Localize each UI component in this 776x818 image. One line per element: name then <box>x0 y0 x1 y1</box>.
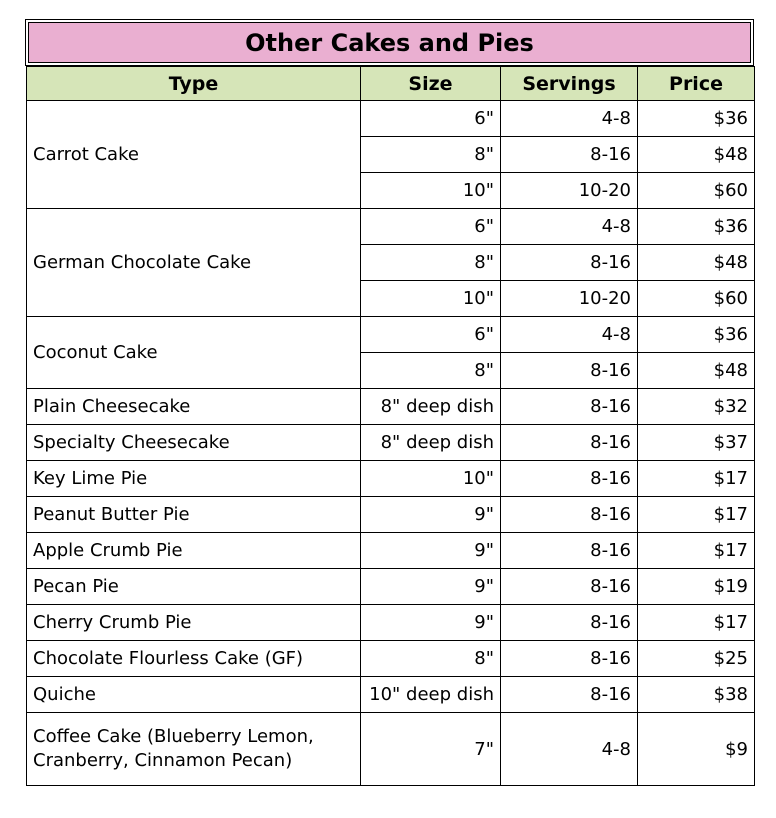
cell-servings: 8-16 <box>501 353 638 389</box>
table-row <box>27 713 755 786</box>
cell-price: $60 <box>638 281 755 317</box>
cell-price: $36 <box>638 101 755 137</box>
table-row <box>27 461 755 497</box>
header-row <box>27 67 755 101</box>
cell-size: 8" <box>361 353 501 389</box>
table-row <box>27 425 755 461</box>
cell-price: $19 <box>638 569 755 605</box>
cell-servings: 8-16 <box>501 389 638 425</box>
cell-size: 6" <box>361 317 501 353</box>
header-size: Size <box>361 67 501 101</box>
cell-price: $48 <box>638 137 755 173</box>
cell-size: 8" deep dish <box>361 425 501 461</box>
cell-price: $32 <box>638 389 755 425</box>
table-row <box>27 101 755 137</box>
cell-price: $60 <box>638 173 755 209</box>
table-row <box>27 533 755 569</box>
cell-size: 9" <box>361 497 501 533</box>
table-row <box>27 497 755 533</box>
header-type: Type <box>27 67 361 101</box>
cell-size: 6" <box>361 209 501 245</box>
cell-price: $37 <box>638 425 755 461</box>
cell-type: Quiche <box>27 677 361 713</box>
cell-size: 6" <box>361 101 501 137</box>
cell-price: $48 <box>638 353 755 389</box>
table-row <box>27 569 755 605</box>
cell-size: 8" <box>361 641 501 677</box>
cell-type: Apple Crumb Pie <box>27 533 361 569</box>
cell-servings: 10-20 <box>501 281 638 317</box>
cell-size: 8" <box>361 245 501 281</box>
table-body <box>27 101 755 786</box>
cell-price: $17 <box>638 605 755 641</box>
price-sheet <box>25 19 754 786</box>
header-servings: Servings <box>501 67 638 101</box>
table-row <box>27 209 755 245</box>
cell-price: $17 <box>638 461 755 497</box>
title-bar <box>25 19 754 66</box>
page-title: Other Cakes and Pies <box>28 22 751 63</box>
table-row <box>27 389 755 425</box>
cell-servings: 8-16 <box>501 677 638 713</box>
cell-type: Carrot Cake <box>27 101 361 209</box>
cell-size: 9" <box>361 569 501 605</box>
cell-type: German Chocolate Cake <box>27 209 361 317</box>
cell-servings: 8-16 <box>501 137 638 173</box>
cell-type: Cherry Crumb Pie <box>27 605 361 641</box>
cell-size: 10" <box>361 173 501 209</box>
cell-type: Chocolate Flourless Cake (GF) <box>27 641 361 677</box>
header-price: Price <box>638 67 755 101</box>
cell-type: Key Lime Pie <box>27 461 361 497</box>
cell-size: 8" <box>361 137 501 173</box>
cell-servings: 4-8 <box>501 209 638 245</box>
cell-servings: 8-16 <box>501 461 638 497</box>
cell-servings: 8-16 <box>501 605 638 641</box>
cell-servings: 8-16 <box>501 641 638 677</box>
cell-servings: 8-16 <box>501 533 638 569</box>
cell-servings: 8-16 <box>501 245 638 281</box>
cell-price: $36 <box>638 317 755 353</box>
cell-price: $17 <box>638 497 755 533</box>
cell-servings: 4-8 <box>501 317 638 353</box>
cell-price: $36 <box>638 209 755 245</box>
cell-price: $9 <box>638 713 755 786</box>
cell-price: $48 <box>638 245 755 281</box>
cell-type: Coffee Cake (Blueberry Lemon, Cranberry, Cinnamon Pecan) <box>27 713 361 786</box>
cell-type: Coconut Cake <box>27 317 361 389</box>
table-row <box>27 605 755 641</box>
cell-type: Specialty Cheesecake <box>27 425 361 461</box>
table-row <box>27 317 755 353</box>
cell-servings: 4-8 <box>501 713 638 786</box>
cell-servings: 4-8 <box>501 101 638 137</box>
table-row <box>27 641 755 677</box>
price-table <box>26 66 755 786</box>
cell-type: Pecan Pie <box>27 569 361 605</box>
cell-size: 8" deep dish <box>361 389 501 425</box>
cell-type: Peanut Butter Pie <box>27 497 361 533</box>
cell-size: 7" <box>361 713 501 786</box>
cell-size: 9" <box>361 533 501 569</box>
cell-servings: 10-20 <box>501 173 638 209</box>
cell-servings: 8-16 <box>501 425 638 461</box>
cell-servings: 8-16 <box>501 569 638 605</box>
cell-price: $17 <box>638 533 755 569</box>
cell-servings: 8-16 <box>501 497 638 533</box>
cell-size: 10" <box>361 461 501 497</box>
cell-type: Plain Cheesecake <box>27 389 361 425</box>
cell-price: $25 <box>638 641 755 677</box>
table-row <box>27 677 755 713</box>
cell-size: 10" <box>361 281 501 317</box>
cell-size: 9" <box>361 605 501 641</box>
cell-size: 10" deep dish <box>361 677 501 713</box>
cell-price: $38 <box>638 677 755 713</box>
